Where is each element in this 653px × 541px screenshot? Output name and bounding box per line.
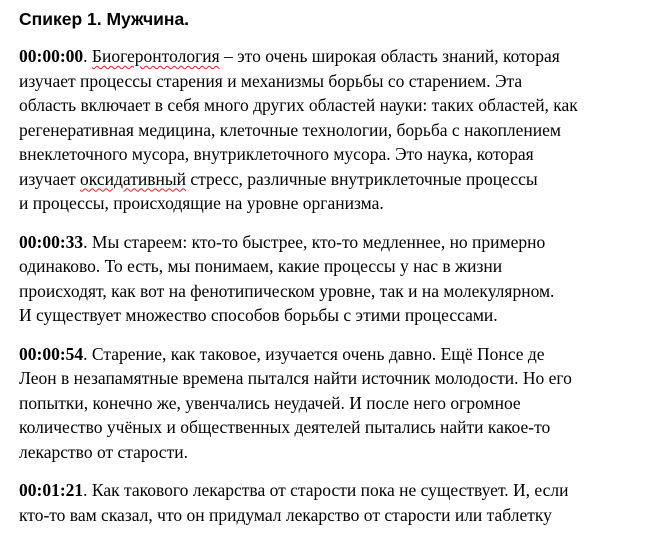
- paragraph-line: одинаково. То есть, мы понимаем, какие процессы у нас в жизни: [19, 256, 503, 276]
- paragraph-line: количество учёных и общественных деятелей пытались найти какое-то: [19, 417, 551, 437]
- paragraph-line: попытки, конечно же, увенчались неудачей. И после него огромное: [19, 392, 521, 413]
- paragraph-line: внеклеточного мусора, внутриклеточного мусора. Это наука, которая: [19, 144, 534, 164]
- paragraph-line: изучает процессы старения и механизмы борьбы со старением. Эта: [19, 70, 523, 91]
- paragraph-line: лекарство от старости.: [19, 441, 188, 462]
- speaker-heading: Спикер 1. Мужчина.: [19, 9, 190, 29]
- paragraph-line: [19, 342, 649, 367]
- paragraph-line: Леон в незапамятные времена пытался найти источник молодости. Но его: [19, 368, 572, 388]
- paragraph-line: [19, 230, 649, 255]
- line-text: стресс, различные внутриклеточные процессы: [185, 168, 538, 189]
- paragraph-line: [19, 44, 649, 69]
- line-text: . Старение, как таковое, изучается очень давно. Ещё Понсе де: [83, 343, 545, 364]
- line-text: . Как такового лекарства от старости пока не существует. И, если: [83, 480, 569, 500]
- timestamp: 00:00:33: [19, 231, 84, 252]
- paragraph-line: И существует множество способов борьбы с этими процессами.: [19, 305, 498, 325]
- transcript-paragraph: [19, 44, 649, 216]
- transcript-paragraph: [19, 230, 649, 328]
- timestamp: 00:00:54: [19, 343, 84, 364]
- line-text: – это очень широкая область знаний, которая: [219, 46, 560, 66]
- paragraph-line: происходят, как вот на фенотипическом уровне, так и на молекулярном.: [19, 280, 555, 301]
- transcript-paragraph: [19, 478, 649, 527]
- paragraph-line: и процессы, происходящие на уровне организма.: [19, 193, 384, 213]
- paragraph-line: регенеративная медицина, клеточные технологии, борьба с накоплением: [19, 119, 562, 140]
- timestamp: 00:00:00: [19, 46, 84, 66]
- transcript-paragraph: [19, 342, 649, 465]
- spellcheck-flagged-word[interactable]: Биогеронтология: [91, 46, 220, 66]
- timestamp: 00:01:21: [19, 480, 84, 500]
- paragraph-line: область включает в себя много других областей науки: таких областей, как: [19, 95, 578, 115]
- line-text: изучает: [19, 168, 81, 189]
- paragraph-line: кто-то вам сказал, что он придумал лекарство от старости или таблетку: [19, 504, 552, 525]
- line-text: . Мы стареем: кто-то быстрее, кто-то медленнее, но примерно: [83, 231, 546, 252]
- spellcheck-flagged-word[interactable]: оксидативный: [80, 168, 186, 189]
- document-page: [19, 8, 649, 541]
- paragraph-line: [19, 478, 649, 503]
- paragraph-line: [19, 167, 649, 192]
- line-text: .: [83, 46, 92, 66]
